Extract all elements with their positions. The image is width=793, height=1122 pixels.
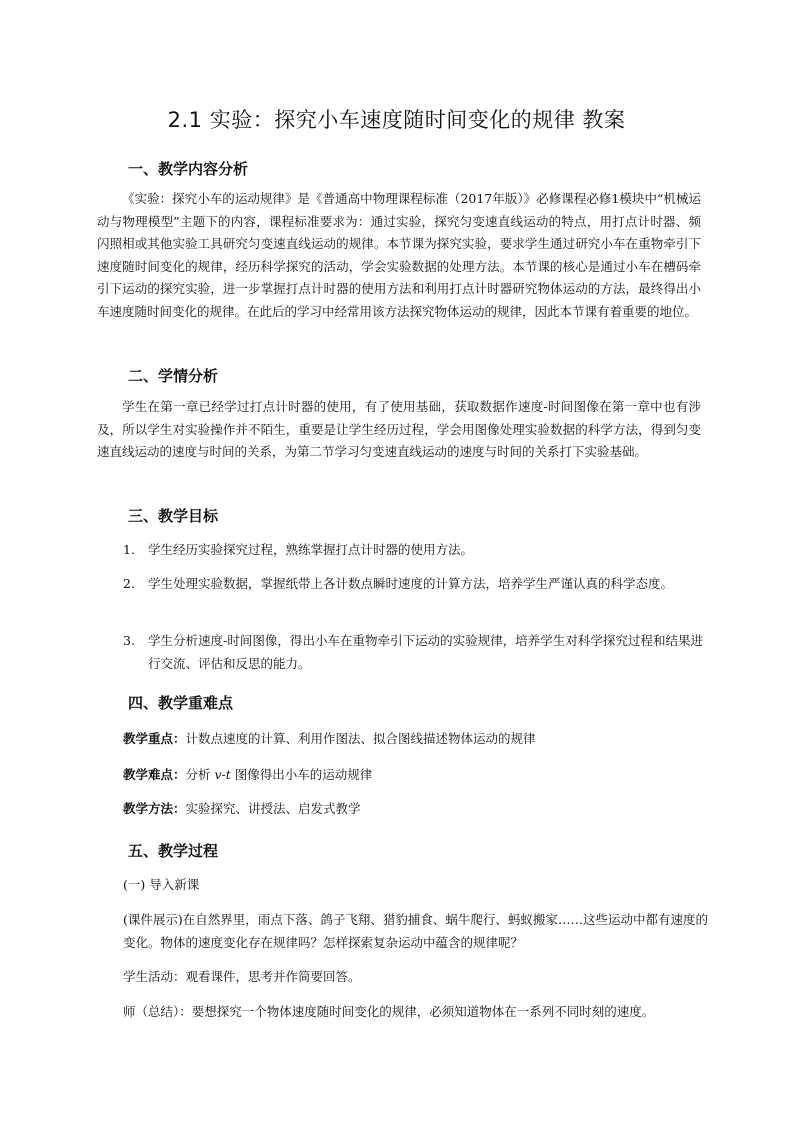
goal-number: 2. [123,576,135,591]
paragraph-student-analysis: 学生在第一章已经学过打点计时器的使用，有了使用基础，获取数据作速度-时间图像在第一章中也有涉及，所以学生对实验操作并不陌生，重要是让学生经历过程，学会用图像处理实验数据的科学方法，得到匀变速直线运动的速度与时间的关系，为第二节学习匀变速直线运动的速度与时间的关系打下实验基础。 [97,399,701,460]
teaching-method-value: 实验探究、讲授法、启发式教学 [185,801,361,816]
difficult-point-label: 教学难点： [123,767,186,782]
difficult-point-suffix: 图像得出小车的运动规律 [230,767,373,782]
goal-text: 学生分析速度-时间图像，得出小车在重物牵引下运动的实验规律，培养学生对科学探究过程和结果进行交流、评估和反思的能力。 [148,633,703,671]
paragraph-content-analysis: 《实验：探究小车的运动规律》是《普通高中物理课程标准（2017年版）》必修课程必修1模块中“机械运动与物理模型”主题下的内容，课程标准要求为：通过实验，探究匀变速直线运动的特点，用打点计时器、频闪照相或其他实验工具研究匀变速直线运动的规律。本节课为探究实验，要求学生通过研究小车在重物牵引下速度随时间变化的规律，经历科学探究的活动，学会实验数据的处理方法。本节课的核心是通过小车在槽码牵引下运动的探究实验，进一步掌握打点计时器的使用方法和利用打点计时器研究物体运动的方法，最终得出小车速度随时间变化的规律。在此后的学习中经常用该方法探究物体运动的规律，因此本节课有着重要的地位。 [97,191,701,319]
difficult-point-line [123,764,372,786]
section-heading-key-difficult-points: 四、教学重难点 [128,694,234,712]
difficult-point-vt: v-t [214,767,231,782]
goal-text: 学生处理实验数据，掌握纸带上各计数点瞬时速度的计算方法，培养学生严谨认真的科学态度。 [148,576,674,591]
teaching-method-label: 教学方法： [123,801,186,816]
paragraph-teacher-summary: 师（总结）：要想探究一个物体速度随时间变化的规律，必须知道物体在一系列不同时刻的速度。 [123,1004,655,1019]
subsection-intro: (一) 导入新课 [123,877,200,892]
goal-text: 学生经历实验探究过程，熟练掌握打点计时器的使用方法。 [148,542,474,557]
document-title: 2.1 实验：探究小车速度随时间变化的规律 教案 [167,108,626,132]
goal-number: 3. [123,633,135,648]
teaching-method-line [123,798,361,820]
goal-item-1 [123,539,703,562]
section-heading-student-analysis: 二、学情分析 [128,367,219,385]
section-heading-teaching-goals: 三、教学目标 [128,507,219,525]
key-point-line [123,728,536,750]
section-heading-content-analysis: 一、教学内容分析 [128,160,249,178]
goal-item-3 [123,630,703,675]
difficult-point-prefix: 分析 [185,767,215,782]
section-heading-teaching-process: 五、教学过程 [128,842,219,860]
paragraph-student-activity: 学生活动：观看课件，思考并作简要回答。 [123,969,361,984]
paragraph-courseware-display: (课件展示)在自然界里，雨点下落、鸽子飞翔、猎豹捕食、蜗牛爬行、蚂蚁搬家……这些运动中都有速度的变化。物体的速度变化存在规律吗？怎样探索复杂运动中蕴含的规律呢？ [123,912,708,950]
goal-number: 1. [123,542,135,557]
key-point-label: 教学重点： [123,731,186,746]
key-point-value: 计数点速度的计算、利用作图法、拟合图线描述物体运动的规律 [185,731,536,746]
goal-item-2 [123,573,703,596]
